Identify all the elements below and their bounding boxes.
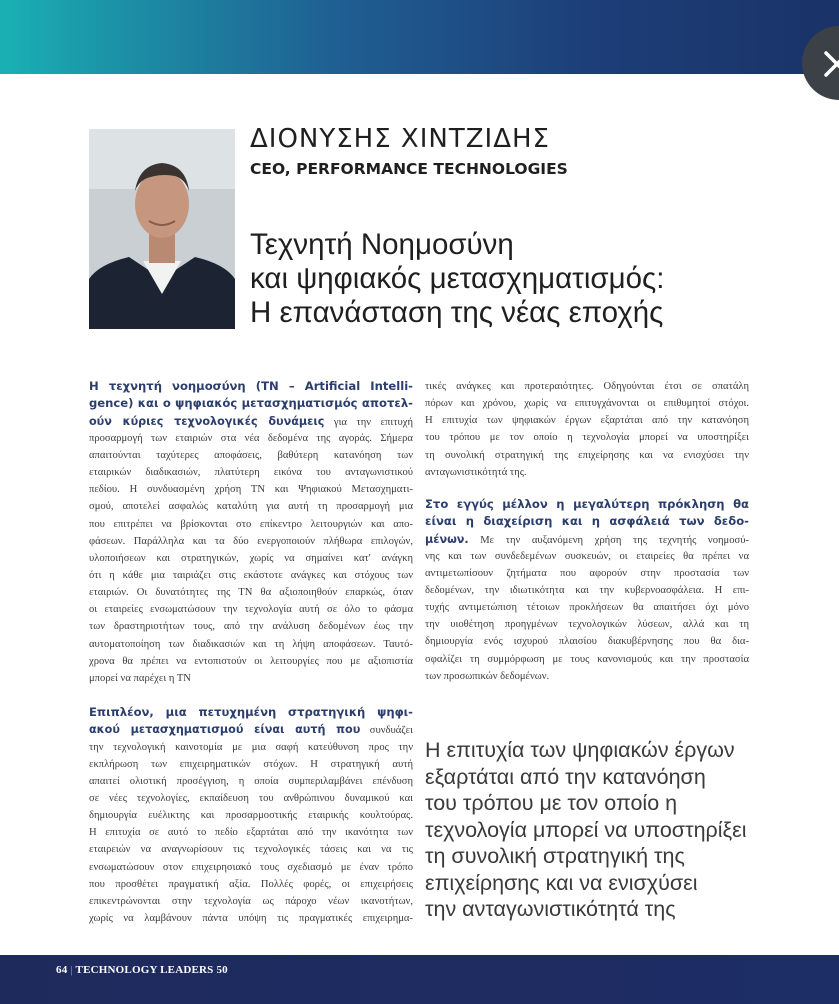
pull-quote-line: του τρόπου με τον οποίο η: [425, 791, 678, 815]
body-line: εταιρειών να αναγνωρίσουν τις τεχνολογικές τάσεις και να τις: [89, 844, 413, 856]
body-line: τυχής αντιμετώπιση τέτοιων προκλήσεων θα απαιτήσει όχι μόνο: [425, 602, 749, 614]
subhead-rest: συνδυάζει: [360, 725, 413, 737]
body-line: εταιρικών διαδικασιών, πλατύτερη εικόνα του ανταγωνιστικού: [89, 467, 413, 479]
body-line: σε νέες τεχνολογίες, εκπαίδευση του ανθρώπινου δυναμικού και: [89, 792, 413, 804]
body-line: των δραστηριοτήτων τους, από την ανάλυση δεδομένων έως την: [89, 621, 413, 633]
subhead-rest: Με την αυξανόμενη χρήση της τεχνητής νοημοσύ-: [468, 534, 749, 546]
subhead-line: [425, 531, 749, 548]
body-line: που προσθέτει πραγματική αξία. Πολλές φορές, οι επιχειρήσεις: [89, 878, 413, 890]
subhead-emphasis: μένων.: [425, 532, 469, 546]
pull-quote-line: τεχνολογία μπορεί να υποστηρίξει: [425, 817, 747, 842]
headline-line: και ψηφιακός μετασχηματισμός:: [250, 262, 665, 295]
body-line: τη συνολική στρατηγική της επιχείρησης και να ενισχύσει την: [425, 449, 749, 461]
footer-separator: |: [70, 964, 73, 976]
paragraph-gap: [89, 687, 413, 704]
paragraph-gap: [425, 481, 749, 496]
headline-line: Τεχνητή Νοημοσύνη: [250, 228, 514, 261]
body-line: φάσεων. Παράλληλα και τα δύο ενεργοποιούν πλήθωρα επιλογών,: [89, 535, 413, 547]
body-line: Η επιτυχία σε αυτό το πεδίο εξαρτάται από την ικανότητα των: [89, 827, 413, 839]
pull-quote: [425, 737, 747, 923]
author-name: ΔΙΟΝΥΣΗΣ ΧΙΝΤΖΙΔΗΣ: [250, 124, 550, 154]
body-line: ανταγωνιστικότητά της.: [425, 466, 527, 478]
author-photo: [89, 129, 235, 329]
body-line: πόρων και χρόνου, χωρίς να επιτυγχάνονται οι επιθυμητοί στόχοι.: [425, 398, 749, 410]
lead-line: [89, 413, 413, 430]
bottom-band: [0, 955, 839, 1004]
lead-emphasis: ούν κύριες τεχνολογικές δυνάμεις: [89, 414, 325, 428]
pull-quote-line: επιχείρησης και να ενισχύσει: [425, 870, 698, 895]
body-line: οι εταιρείες ενσωματώσουν την τεχνολογία αυτή σε όλο το φάσμα: [89, 604, 413, 616]
body-line: του τρόπου με τον οποίο η τεχνολογία μπορεί να υποστηρίξει: [425, 432, 749, 444]
body-line: νης και των συνδεδεμένων συσκευών, οι εταιρείες θα πρέπει να: [425, 550, 749, 562]
subhead-line: [89, 721, 413, 738]
body-line: εταιριών. Οι δυνατότητες της ΤΝ θα αξιοποιηθούν επαρκώς, όταν: [89, 587, 413, 599]
body-line: αντιμετωπίσουν ζητήματα που αφορούν στην προστασία των: [425, 567, 749, 579]
body-line: σμού, αποτελεί ασφαλώς καταλύτη για αυτή τη προσαρμογή μια: [89, 501, 413, 513]
body-line: χρονα θα πρέπει να εντοπιστούν οι λειτουργίες που με αξιοπιστία: [89, 655, 413, 667]
body-line: επικεντρώνονται στην τεχνολογία ως πάροχο νέων ικανοτήτων,: [89, 895, 413, 907]
body-line: δημιουργία ευέλικτης και προσαρμοστικής εταιρικής κουλτούρας.: [89, 810, 413, 822]
body-line: δημιουργία ενός ισχυρού πλαισίου διακυβέρνησης που θα δια-: [425, 636, 749, 648]
body-line: εκπλήρωση των επιχειρηματικών στόχων. Η στρατηγική αυτή: [89, 758, 413, 770]
page-footer: [56, 964, 228, 976]
headline-line: Η επανάσταση της νέας εποχής: [250, 296, 664, 329]
subhead-line: είναι η διαχείριση και η ασφάλειά των δεδο-: [425, 514, 749, 529]
lead-line: Η τεχνητή νοημοσύνη (ΤΝ – Artificial Intelli-: [89, 379, 413, 393]
pull-quote-line: Η επιτυχία των ψηφιακών έργων: [425, 738, 735, 762]
body-line: σφαλίζει τη συμμόρφωση με τους κανονισμούς και την προστασία: [425, 653, 749, 665]
lead-line: gence) και ο ψηφιακός μετασχηματισμός αποτελ-: [89, 396, 413, 411]
body-line: τικές ανάγκες και προτεραιότητες. Οδηγούνται έτσι σε σπατάλη: [425, 381, 749, 392]
article-headline: [250, 228, 664, 330]
pull-quote-line: εξαρτάται από την κατανόηση: [425, 764, 706, 789]
page-number: 64: [56, 964, 68, 976]
subhead-line: Επιπλέον, μια πετυχημένη στρατηγική ψηφι-: [89, 705, 413, 720]
body-line: χωρίς να λαμβάνουν πάντα υπόψη τις πραγματικές επιχειρημα-: [89, 912, 413, 924]
body-line: την τεχνολογική καινοτομία με μια σαφή κατεύθυνση προς την: [89, 741, 413, 753]
body-line: των προσωπικών δεδομένων.: [425, 670, 550, 682]
author-role: CEO, PERFORMANCE TECHNOLOGIES: [250, 160, 568, 178]
top-gradient-band: [0, 0, 839, 74]
body-line: ότι η κάθε μια ταιριάζει στις εκάστοτε ανάγκες και στόχους των: [89, 570, 413, 582]
subhead-emphasis: ακού μετασχηματισμού είναι αυτή που: [89, 723, 361, 737]
body-line: την υιοθέτηση προηγμένων τεχνολογικών λύσεων, αλλά και τη: [425, 619, 749, 631]
body-line: Η επιτυχία των ψηφιακών έργων εξαρτάται από την κατανόηση: [425, 415, 749, 427]
body-line: που επιτρέπει να βρίσκονται στο επίκεντρο λειτουργιών και απο-: [89, 518, 413, 530]
body-line: ενσωματώσουν στον επιχειρησιακό τους σχεδιασμό με έναν τρόπο: [89, 861, 413, 873]
lead-rest: για την επιτυχή: [324, 416, 413, 428]
pull-quote-line: την ανταγωνιστικότητά της: [425, 897, 676, 921]
body-line: μπορεί να παρέχει η ΤΝ: [89, 672, 191, 684]
body-line: προσαρμογή των εταιριών στα νέα δεδομένα της αγοράς. Σήμερα: [89, 432, 413, 444]
body-line: απαιτούνται ταχύτερες αποφάσεις, βαθύτερη κατανόηση των: [89, 450, 413, 462]
body-line: υλοποιήσεων και στρατηγικών, χωρίς να σημαίνει κατ' ανάγκη: [89, 552, 413, 564]
pull-quote-line: τη συνολική στρατηγική της: [425, 844, 685, 868]
article-column-left: [89, 378, 413, 927]
article-column-right: [425, 378, 749, 685]
body-line: απαιτεί ολιστική προσέγγιση, η οποία συμπεριλαμβάνει επένδυση: [89, 775, 413, 787]
subhead-line: Στο εγγύς μέλλον η μεγαλύτερη πρόκληση θα: [425, 496, 749, 511]
publication-name: TECHNOLOGY LEADERS 50: [75, 964, 228, 976]
close-icon: [822, 49, 839, 79]
body-line: δεδομένων, την ιδιωτικότητα και την κυβερνοασφάλεια. Η επι-: [425, 585, 749, 597]
body-line: πεδίου. Η συνδυασμένη χρήση ΤΝ και Ψηφιακού Μετασχηματι-: [89, 484, 413, 496]
body-line: αυτοματοποίηση των διαδικασιών και τη λήψη αποφάσεων. Ταυτό-: [89, 638, 413, 650]
